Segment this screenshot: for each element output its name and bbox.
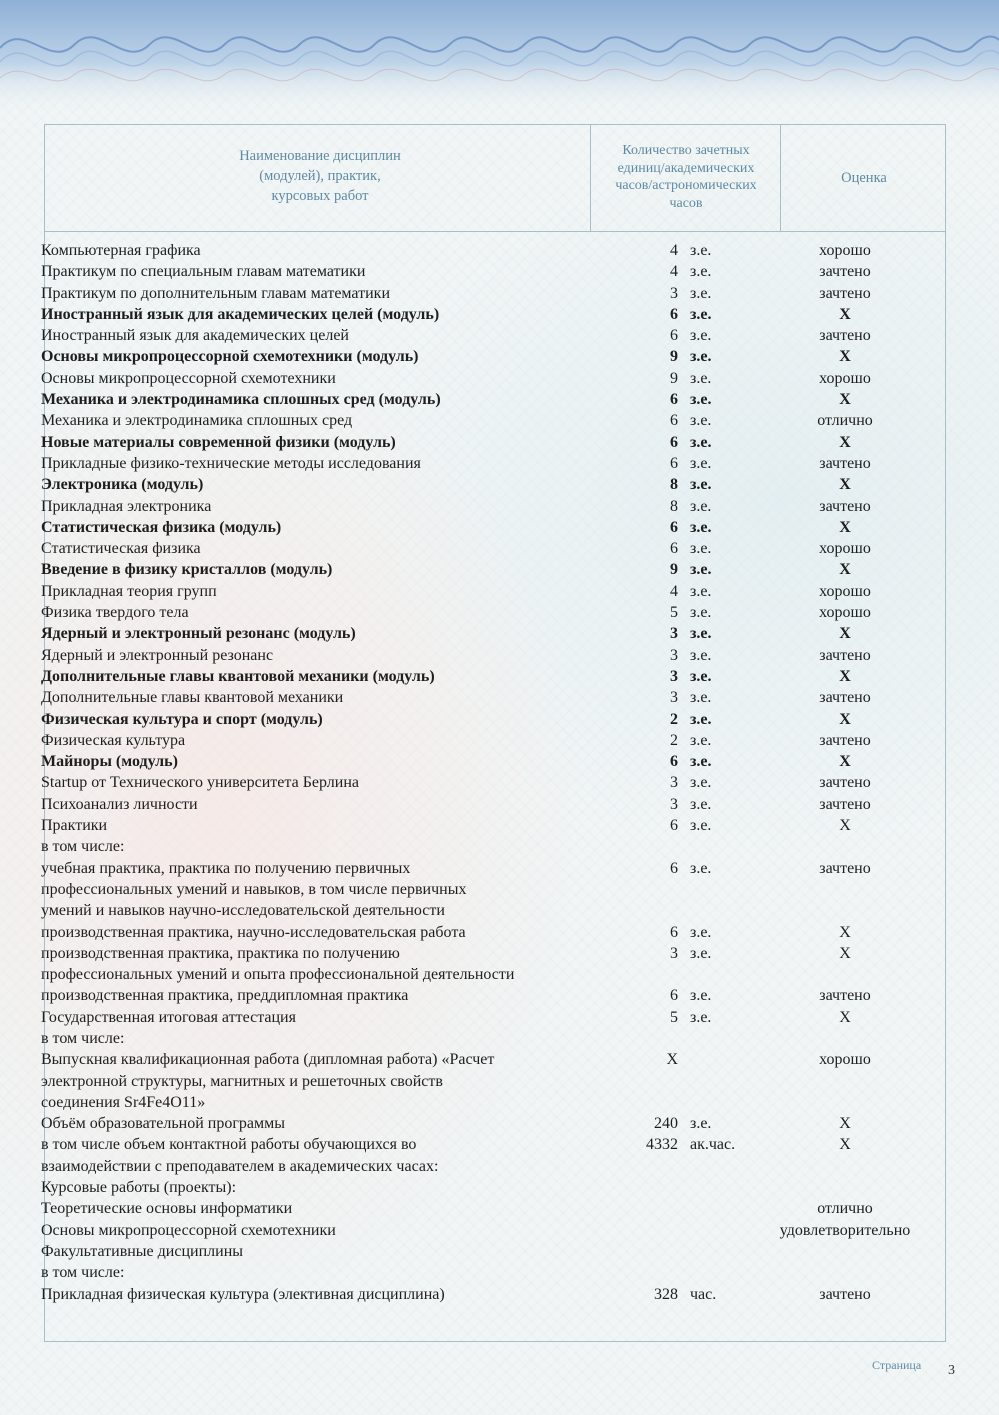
- table-row: [0, 517, 999, 538]
- table-row: [0, 1156, 999, 1177]
- discipline-name: Объём образовательной программы: [41, 1115, 286, 1133]
- credit-value: 3: [670, 284, 678, 302]
- credit-value: 2: [670, 731, 678, 749]
- credit-unit: з.е.: [690, 923, 712, 941]
- discipline-name: Иностранный язык для академических целей: [41, 327, 349, 345]
- grade-value: зачтено: [819, 497, 871, 515]
- table-row: [0, 1284, 999, 1305]
- grade-value: зачтено: [819, 987, 871, 1005]
- credit-value: 8: [670, 476, 678, 494]
- discipline-name: Курсовые работы (проекты):: [41, 1179, 237, 1197]
- table-row: [0, 922, 999, 943]
- credit-value: 3: [670, 625, 678, 643]
- grade-value: Х: [839, 561, 851, 579]
- table-row: [0, 1028, 999, 1049]
- grade-value: хорошо: [819, 540, 871, 558]
- credit-value: 6: [670, 540, 678, 558]
- discipline-name: Физическая культура: [41, 731, 186, 749]
- credit-unit: з.е.: [690, 369, 712, 387]
- table-row: [0, 389, 999, 410]
- credit-value: 6: [670, 753, 678, 771]
- table-row: [0, 985, 999, 1006]
- credit-unit: час.: [690, 1285, 717, 1303]
- credit-value: 8: [670, 497, 678, 515]
- credit-unit: з.е.: [690, 731, 712, 749]
- discipline-name: в том числе:: [41, 1029, 125, 1047]
- column-divider: [590, 124, 591, 232]
- discipline-name: производственная практика, научно-исследовательская работа: [41, 923, 466, 941]
- table-row: [0, 432, 999, 453]
- credit-unit: з.е.: [690, 412, 712, 430]
- table-row: [0, 900, 999, 921]
- table-row: [0, 1177, 999, 1198]
- grade-value: зачтено: [819, 795, 871, 813]
- credit-value: 6: [670, 454, 678, 472]
- grade-value: Х: [839, 476, 851, 494]
- table-row: [0, 879, 999, 900]
- discipline-name: Статистическая физика (модуль): [41, 518, 282, 536]
- table-row: [0, 1220, 999, 1241]
- table-row: [0, 1262, 999, 1283]
- credit-unit: з.е.: [690, 348, 712, 366]
- credit-unit: з.е.: [690, 263, 712, 281]
- grade-value: зачтено: [819, 774, 871, 792]
- discipline-name: Основы микропроцессорной схемотехники: [41, 1221, 336, 1239]
- header-credit-units: Количество зачетных единиц/академических часов/астрономических часов: [615, 143, 757, 211]
- credit-value: 3: [670, 944, 678, 962]
- discipline-name: Теоретические основы информатики: [41, 1200, 293, 1218]
- discipline-name: Практики: [41, 817, 108, 835]
- credit-value: 6: [670, 518, 678, 536]
- credit-value: 9: [670, 348, 678, 366]
- grade-value: зачтено: [819, 327, 871, 345]
- credit-value: 6: [670, 305, 678, 323]
- credit-unit: з.е.: [690, 476, 712, 494]
- credit-value: 3: [670, 667, 678, 685]
- credit-value: 6: [670, 433, 678, 451]
- table-row: [0, 1092, 999, 1113]
- credit-value: 2: [670, 710, 678, 728]
- table-row: [0, 346, 999, 367]
- grade-value: Х: [839, 753, 851, 771]
- credit-value: 6: [670, 412, 678, 430]
- page-number: 3: [948, 1363, 955, 1378]
- credit-unit: з.е.: [690, 646, 712, 664]
- discipline-name: профессиональных умений и опыта профессиональной деятельности: [41, 966, 515, 984]
- guilloche-border: [0, 0, 999, 112]
- grade-value: хорошо: [819, 582, 871, 600]
- discipline-name: Электроника (модуль): [41, 476, 204, 494]
- credit-unit: з.е.: [690, 454, 712, 472]
- discipline-name: Майноры (модуль): [41, 753, 178, 771]
- credit-unit: з.е.: [690, 625, 712, 643]
- discipline-name: Статистическая физика: [41, 540, 201, 558]
- credit-unit: з.е.: [690, 242, 712, 259]
- grade-value: Х: [839, 667, 851, 685]
- grade-value: зачтено: [819, 859, 871, 877]
- discipline-name: Физическая культура и спорт (модуль): [41, 710, 323, 728]
- credit-unit: з.е.: [690, 582, 712, 600]
- discipline-name: взаимодействии с преподавателем в академических часах:: [41, 1157, 439, 1175]
- credit-unit: з.е.: [690, 391, 712, 409]
- discipline-name: Психоанализ личности: [41, 795, 198, 813]
- credit-value: 5: [670, 604, 678, 622]
- credit-unit: з.е.: [690, 689, 712, 707]
- credit-unit: з.е.: [690, 944, 712, 962]
- discipline-name: Основы микропроцессорной схемотехники (модуль): [41, 348, 419, 366]
- table-row: [0, 645, 999, 666]
- table-row: [0, 453, 999, 474]
- credit-unit: з.е.: [690, 753, 712, 771]
- credit-unit: з.е.: [690, 561, 712, 579]
- discipline-name: умений и навыков научно-исследовательской деятельности: [41, 902, 445, 920]
- credit-unit: з.е.: [690, 305, 712, 323]
- credit-value: 6: [670, 391, 678, 409]
- credit-value: 3: [670, 774, 678, 792]
- discipline-name: Выпускная квалификационная работа (дипломная работа) «Расчет: [41, 1051, 495, 1069]
- grade-value: Х: [839, 391, 851, 409]
- credit-unit: з.е.: [690, 604, 712, 622]
- discipline-name: Прикладные физико-технические методы исследования: [41, 454, 421, 472]
- header-grade: Оценка: [841, 170, 887, 186]
- credit-value: 9: [670, 561, 678, 579]
- table-row: [0, 623, 999, 644]
- grade-value: зачтено: [819, 284, 871, 302]
- grade-value: зачтено: [819, 454, 871, 472]
- table-row: [0, 1198, 999, 1219]
- table-row: [0, 538, 999, 559]
- credit-unit: з.е.: [690, 817, 712, 835]
- discipline-name: Механика и электродинамика сплошных сред: [41, 412, 353, 430]
- discipline-name: Ядерный и электронный резонанс (модуль): [41, 625, 356, 643]
- discipline-name: в том числе:: [41, 1264, 125, 1282]
- grade-value: отлично: [817, 412, 873, 430]
- credit-value: 6: [670, 923, 678, 941]
- grade-value: Х: [839, 944, 851, 962]
- table-row: [0, 943, 999, 964]
- discipline-name: Новые материалы современной физики (модуль): [41, 433, 396, 451]
- discipline-name: соединения Sr4Fe4O11»: [41, 1093, 206, 1111]
- grade-value: хорошо: [819, 1051, 871, 1069]
- credit-value: 328: [654, 1285, 678, 1303]
- table-row: [0, 1007, 999, 1028]
- column-divider: [780, 124, 781, 232]
- table-row: [0, 410, 999, 431]
- table-row: [0, 1241, 999, 1262]
- table-row: [0, 815, 999, 836]
- table-row: [0, 1071, 999, 1092]
- credit-unit: з.е.: [690, 1008, 712, 1026]
- grade-value: Х: [839, 518, 851, 536]
- table-row: [0, 858, 999, 879]
- grade-value: Х: [839, 1008, 851, 1026]
- credit-unit: з.е.: [690, 774, 712, 792]
- credit-unit: ак.час.: [690, 1136, 736, 1154]
- table-row: [0, 283, 999, 304]
- discipline-name: Компьютерная графика: [41, 242, 201, 259]
- grade-value: Х: [839, 433, 851, 451]
- grade-value: хорошо: [819, 604, 871, 622]
- table-row: [0, 304, 999, 325]
- grade-value: зачтено: [819, 689, 871, 707]
- grade-value: зачтено: [819, 646, 871, 664]
- credit-value: 4: [670, 582, 678, 600]
- credit-value: 6: [670, 987, 678, 1005]
- table-row: [0, 325, 999, 346]
- discipline-name: Прикладная теория групп: [41, 582, 217, 600]
- table-row: [0, 730, 999, 751]
- discipline-name: в том числе:: [41, 838, 125, 856]
- discipline-name: Иностранный язык для академических целей (модуль): [41, 305, 440, 323]
- credit-value: 3: [670, 689, 678, 707]
- credit-value: 5: [670, 1008, 678, 1026]
- grade-value: Х: [839, 710, 851, 728]
- grade-value: Х: [839, 923, 851, 941]
- discipline-name: Ядерный и электронный резонанс: [41, 646, 274, 664]
- credit-unit: з.е.: [690, 667, 712, 685]
- grade-value: Х: [839, 817, 851, 835]
- discipline-name: Факультативные дисциплины: [41, 1242, 244, 1260]
- credit-unit: з.е.: [690, 497, 712, 515]
- table-row: [0, 496, 999, 517]
- grade-value: Х: [839, 305, 851, 323]
- grade-value: удовлетворительно: [779, 1221, 911, 1239]
- credit-unit: з.е.: [690, 518, 712, 536]
- credit-unit: з.е.: [690, 327, 712, 345]
- grade-value: Х: [839, 625, 851, 643]
- credit-value: 4: [670, 263, 678, 281]
- discipline-name: производственная практика, преддипломная практика: [41, 987, 409, 1005]
- credit-unit: з.е.: [690, 1115, 712, 1133]
- credit-unit: з.е.: [690, 710, 712, 728]
- table-row: [0, 368, 999, 389]
- discipline-name: Startup от Технического университета Берлина: [41, 774, 359, 792]
- discipline-name: Физика твердого тела: [41, 604, 189, 622]
- grade-value: Х: [839, 348, 851, 366]
- table-row: [0, 474, 999, 495]
- credit-value: 240: [654, 1115, 678, 1133]
- credit-value: 4: [670, 242, 678, 259]
- disciplines-table: [0, 240, 999, 1305]
- table-row: [0, 687, 999, 708]
- grade-value: зачтено: [819, 263, 871, 281]
- credit-value: 9: [670, 369, 678, 387]
- table-row: [0, 751, 999, 772]
- credit-value: 4332: [646, 1136, 678, 1154]
- grade-value: хорошо: [819, 242, 871, 259]
- table-row: [0, 1113, 999, 1134]
- table-row: [0, 836, 999, 857]
- discipline-name: Дополнительные главы квантовой механики: [41, 689, 344, 707]
- discipline-name: Дополнительные главы квантовой механики (модуль): [41, 667, 435, 685]
- grade-value: Х: [839, 1136, 851, 1154]
- header-divider: [44, 231, 946, 232]
- table-row: [0, 964, 999, 985]
- credit-value: 6: [670, 859, 678, 877]
- discipline-name: учебная практика, практика по получению первичных: [41, 859, 411, 877]
- grade-value: отлично: [817, 1200, 873, 1218]
- credit-value: Х: [666, 1051, 678, 1069]
- credit-unit: з.е.: [690, 284, 712, 302]
- discipline-name: Введение в физику кристаллов (модуль): [41, 561, 333, 579]
- credit-unit: з.е.: [690, 859, 712, 877]
- discipline-name: Практикум по дополнительным главам математики: [41, 284, 391, 302]
- credit-value: 3: [670, 646, 678, 664]
- table-row: [0, 261, 999, 282]
- table-row: [0, 794, 999, 815]
- grade-value: зачтено: [819, 731, 871, 749]
- credit-value: 6: [670, 817, 678, 835]
- discipline-name: электронной структуры, магнитных и решеточных свойств: [41, 1072, 443, 1090]
- discipline-name: в том числе объем контактной работы обучающихся во: [41, 1136, 417, 1154]
- discipline-name: Прикладная электроника: [41, 497, 212, 515]
- table-row: [0, 1049, 999, 1070]
- credit-unit: з.е.: [690, 540, 712, 558]
- table-row: [0, 559, 999, 580]
- discipline-name: Практикум по специальным главам математики: [41, 263, 366, 281]
- table-row: [0, 666, 999, 687]
- page-label: Страница: [872, 1358, 922, 1372]
- credit-value: 6: [670, 327, 678, 345]
- credit-value: 3: [670, 795, 678, 813]
- discipline-name: Прикладная физическая культура (элективная дисциплина): [41, 1285, 445, 1303]
- grade-value: хорошо: [819, 369, 871, 387]
- credit-unit: з.е.: [690, 433, 712, 451]
- grade-value: зачтено: [819, 1285, 871, 1303]
- header-discipline-name: Наименование дисциплин (модулей), практик, курсовых работ: [239, 148, 401, 204]
- credit-unit: з.е.: [690, 987, 712, 1005]
- table-row: [0, 602, 999, 623]
- table-row: [0, 772, 999, 793]
- discipline-name: Основы микропроцессорной схемотехники: [41, 369, 336, 387]
- grade-value: Х: [839, 1115, 851, 1133]
- discipline-name: Механика и электродинамика сплошных сред (модуль): [41, 391, 441, 409]
- credit-unit: з.е.: [690, 795, 712, 813]
- discipline-name: профессиональных умений и навыков, в том числе первичных: [41, 880, 467, 898]
- table-row: [0, 709, 999, 730]
- table-row: [0, 240, 999, 261]
- table-row: [0, 581, 999, 602]
- discipline-name: производственная практика, практика по получению: [41, 944, 400, 962]
- discipline-name: Государственная итоговая аттестация: [41, 1008, 296, 1026]
- table-row: [0, 1134, 999, 1155]
